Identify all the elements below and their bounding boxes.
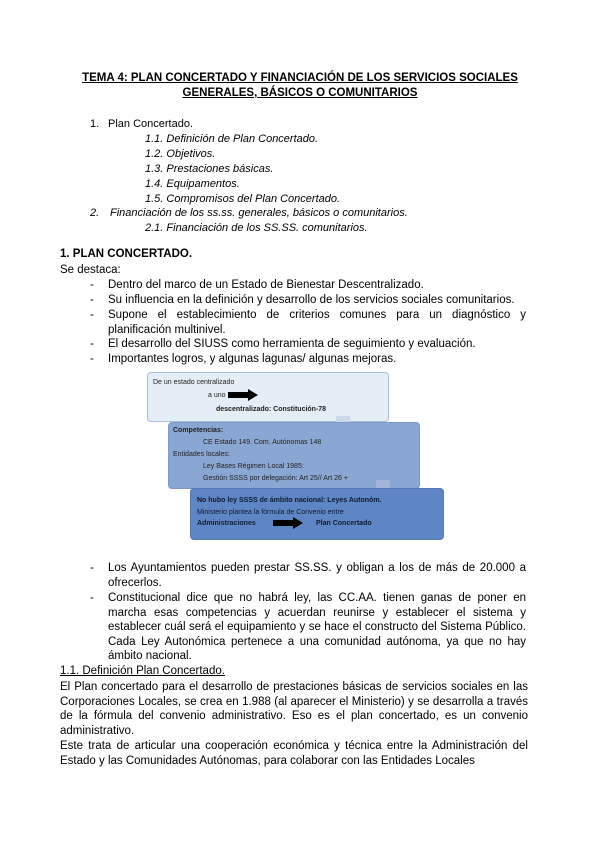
diagram-box-competencias: Competencias: CE Estado 149. Com. Autónomas 148 Entidades locales: Ley Bases Régimen Local 1985: Gestión SSSS por delegación: Art 25// Art 26 + (168, 422, 420, 489)
toc-item-1-1: 1.1. Definición de Plan Concertado. (145, 133, 319, 145)
paragraph: El Plan concertado para el desarrollo de prestaciones básicas de servicios sociales en las Corporaciones Locales, se crea en 1.988 (al aparecer el Ministerio) y se desarrolla a través de la fórmula del convenio administrativo. Eso es el plan concertado, es un convenio administrativo. (60, 681, 528, 737)
document-page: TEMA 4: PLAN CONCERTADO Y FINANCIACIÓN DE LOS SERVICIOS SOCIALES GENERALES, BÁSICOS O COMUNITARIOS 1. Plan Concertado. 1.1. Definición de Plan Concertado. 1.2. Objetivos. 1.3. Prestaciones básicas. 1.4. Equipamentos. 1.5. Compromisos del Plan Concertado. 2. Financiación de los ss.ss. generales, básicos o comunitarios. 2.1. Financiación de los SS.SS. comunitarios. 1. PLAN CONCERTADO. Se destaca: - Dentro del marco de un Estado de Bienestar Descentralizado. - Su influencia en la definición y desarrollo de los servicios sociales comunitarios. - Supone el establecimiento de criterios comunes para un diagnóstico y planificación multinivel. - El desarrollo del SIUSS como herramienta de seguimiento y evaluación. - Importantes logros, y algunas lagunas/ algunas mejoras. De un estado centralizado a uno descentralizado: Constitución-78 Competencias: CE Estado 149. Com. Autónomas 148 Entidades locales: Ley Bases Régimen Local 1985: Gestión SSSS por delegación: Art 25// Art 26 + No hubo ley SSSS de ámbito nacional: Leyes Autonóm. Ministerio plantea la fórmula de Convenio entre Administraciones Plan Concertado - Los Ayuntamientos pueden prestar SS.SS. y obligan a los de más de 20.000 a ofrecerlos. - Constitucional dice que no habrá ley, las CC.AA. tienen ganas de poner en marcha esas competencias y acuerdan reunirse y establecer el sistema y establecer cuál será el equipamiento y se hace el constructo del Sistema Público. Cada Ley Autonómica pertenece a una comunidad autónoma, ya que no hay ámbito nacional. 1.1. Definición Plan Concertado. El Plan concertado para el desarrollo de prestaciones básicas de servicios sociales en las Corporaciones Locales, se crea en 1.988 (al aparecer el Ministerio) y se desarrolla a través de la fórmula del convenio administrativo. Eso es el plan concertado, es un convenio administrativo. Este trata de articular una cooperación económica y técnica entre la Administración del Estado y las Comunidades Autónomas, para colaborar con las Entidades Locales (0, 0, 600, 848)
toc-num-2: 2. (90, 207, 100, 219)
toc-item-1-4: 1.4. Equipamentos. (145, 178, 240, 190)
diagram-box-convenio: No hubo ley SSSS de ámbito nacional: Leyes Autonóm. Ministerio plantea la fórmula de Convenio entre Administraciones Plan Concertado (190, 488, 444, 540)
toc-item-2: Financiación de los ss.ss. generales, básicos o comunitarios. (110, 207, 408, 219)
toc-item-1-5: 1.5. Compromisos del Plan Concertado. (145, 193, 341, 205)
toc-item-1-2: 1.2. Objetivos. (145, 148, 216, 160)
title-line-2: GENERALES, BÁSICOS O COMUNITARIOS (182, 87, 418, 99)
arrow-right-icon (273, 517, 303, 529)
section-intro: Se destaca: (60, 264, 121, 276)
section-heading: 1. PLAN CONCERTADO. (60, 248, 193, 260)
toc-item-2-1: 2.1. Financiación de los SS.SS. comunitarios. (145, 222, 368, 234)
arrow-right-icon (228, 389, 258, 401)
title-line-1: TEMA 4: PLAN CONCERTADO Y FINANCIACIÓN DE LOS SERVICIOS SOCIALES (82, 72, 518, 84)
document-title (60, 71, 540, 101)
toc-item-1-3: 1.3. Prestaciones básicas. (145, 163, 274, 175)
diagram-box-centralized: De un estado centralizado a uno descentralizado: Constitución-78 (147, 372, 389, 422)
toc-item-1: Plan Concertado. (108, 118, 193, 130)
subsection-heading: 1.1. Definición Plan Concertado. (60, 665, 225, 677)
paragraph: Este trata de articular una cooperación económica y técnica entre la Administración del Estado y las Comunidades Autónomas, para colaborar con las Entidades Locales (60, 740, 528, 767)
toc-num-1: 1. (90, 118, 100, 130)
